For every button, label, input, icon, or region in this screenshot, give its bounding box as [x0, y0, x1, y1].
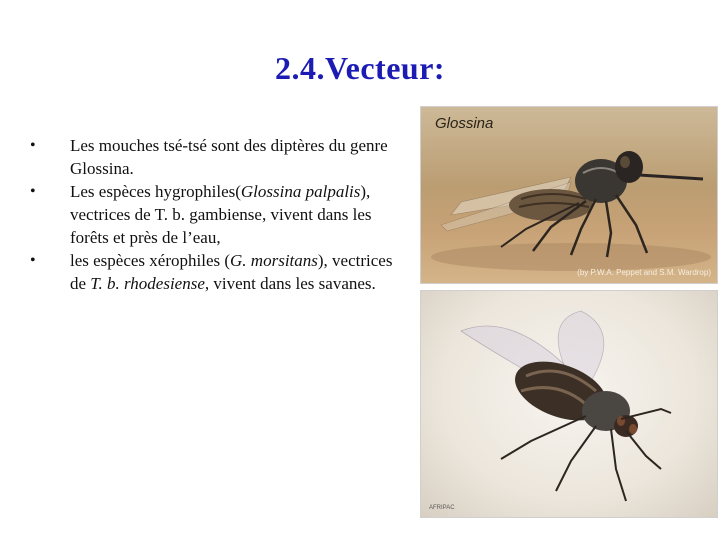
bullet-text: Les espèces hygrophiles( — [70, 182, 241, 201]
photo-credit: (by P.W.A. Peppet and S.M. Wardrop) — [577, 268, 711, 277]
slide-title-text: 2.4.Vecteur: — [274, 50, 446, 86]
bullet-text: , vivent dans les savanes. — [204, 274, 376, 293]
bullet-marker: • — [30, 183, 36, 200]
slide-title — [0, 50, 720, 87]
bullet-text: les espèces xérophiles ( — [70, 251, 231, 270]
bullet-item-3 — [30, 249, 410, 295]
tsetse-fly-side-view-photo — [420, 106, 718, 284]
bullet-text: ), vectrices de — [70, 251, 393, 293]
species-name: Glossina palpalis — [240, 182, 361, 201]
bullet-text: Les mouches tsé-tsé sont des diptères du genre Glossina. — [70, 136, 388, 178]
bullet-marker: • — [30, 137, 36, 154]
bullet-text: ), vectrices de T. b. gambiense, vivent dans les forêts et près de l’eau, — [70, 182, 372, 247]
parasite-name: T. b. rhodesiense — [90, 274, 205, 293]
tsetse-fly-top-view-photo — [420, 290, 718, 518]
bullet-marker: • — [30, 252, 36, 269]
bullet-list — [30, 134, 410, 295]
fly-side-icon — [421, 107, 717, 283]
bullet-item-1 — [30, 134, 410, 180]
species-name: G. morsitans — [230, 251, 318, 270]
fly-top-icon — [421, 291, 717, 517]
bullet-item-2 — [30, 180, 410, 249]
photo-credit: AFRIPAC — [429, 505, 455, 511]
photo-caption: Glossina — [435, 115, 494, 132]
